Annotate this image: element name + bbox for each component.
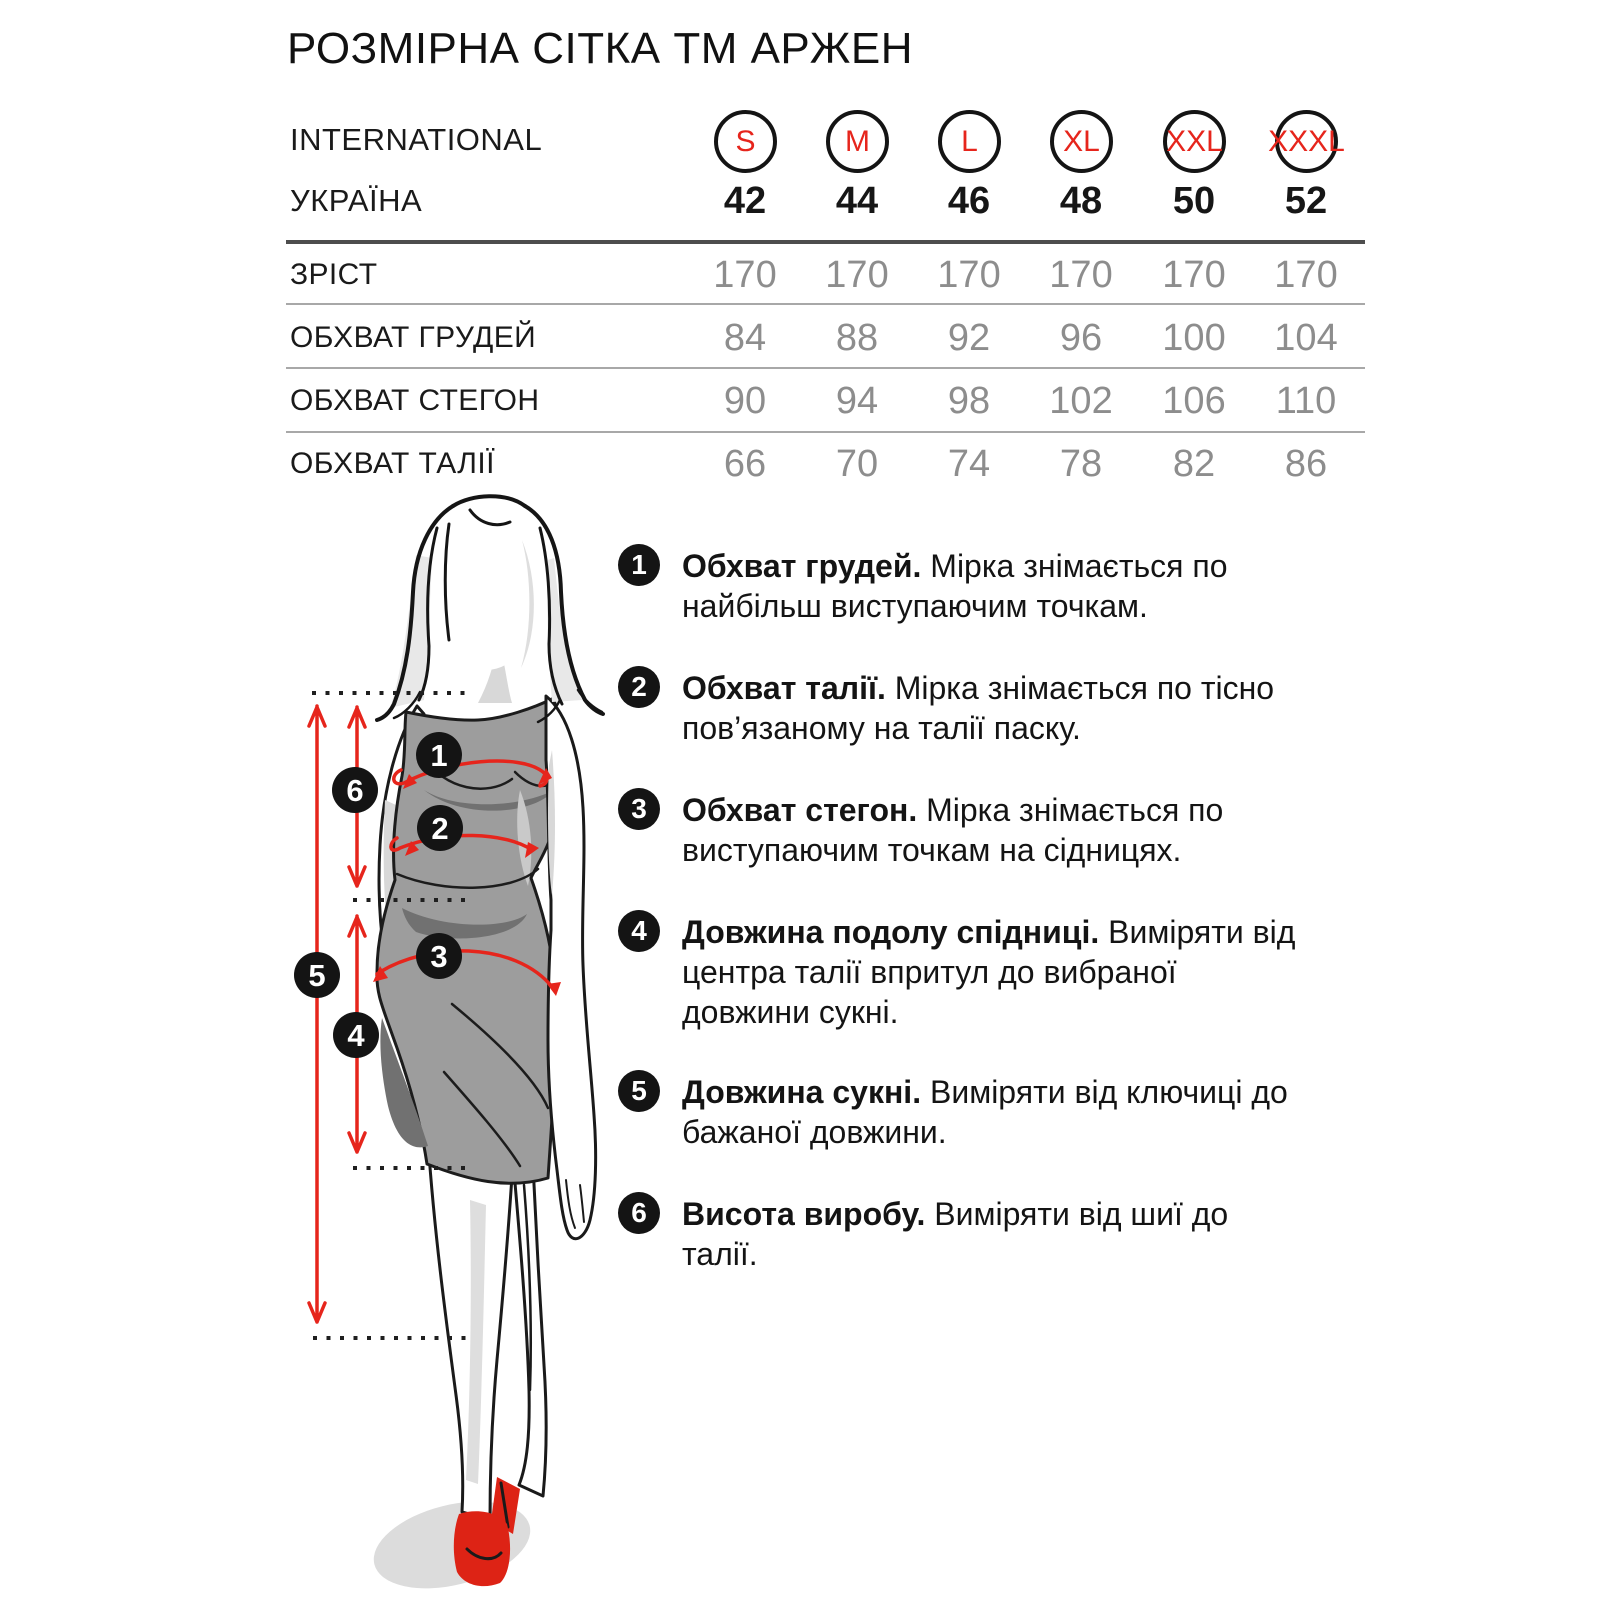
- instruction-number-badge: 3: [618, 788, 660, 830]
- table-cell: 74: [947, 443, 991, 485]
- page-title: РОЗМІРНА СІТКА ТМ АРЖЕН: [287, 24, 914, 73]
- row-label-hips: ОБХВАТ СТЕГОН: [290, 384, 540, 417]
- instruction-text: Довжина сукні. Виміряти від ключиці до бажаної довжини.: [682, 1074, 1288, 1150]
- instruction-number-badge: 6: [618, 1192, 660, 1234]
- table-cell: 92: [947, 317, 991, 359]
- instruction-text: Обхват стегон. Мірка знімається по виступаючим точкам на сідницях.: [682, 792, 1224, 868]
- table-cell: 104: [1274, 317, 1338, 359]
- head: [377, 496, 603, 722]
- size-badge-s: S: [714, 110, 777, 173]
- instruction-text: Довжина подолу спідниці. Виміряти від центра талії впритул до вибраної довжини сукні.: [682, 914, 1296, 1030]
- instruction-item-3: [618, 790, 1358, 870]
- instruction-number-badge: 1: [618, 544, 660, 586]
- table-cell: 94: [835, 380, 879, 422]
- ukraine-size: 48: [1059, 180, 1103, 222]
- table-cell: 170: [1049, 254, 1113, 296]
- table-cell: 170: [1274, 254, 1338, 296]
- table-cell: 102: [1049, 380, 1113, 422]
- ukraine-size: 44: [835, 180, 879, 222]
- figure-badge-2: 2: [431, 811, 449, 846]
- instruction-text: Обхват грудей. Мірка знімається по найбільш виступаючим точкам.: [682, 548, 1228, 624]
- table-cell: 90: [723, 380, 767, 422]
- ukraine-size: 46: [947, 180, 991, 222]
- international-label: INTERNATIONAL: [290, 122, 543, 157]
- table-cell: 96: [1059, 317, 1103, 359]
- instruction-number-badge: 2: [618, 666, 660, 708]
- figure-badge-3: 3: [430, 939, 448, 974]
- woman-figure-illustration: [270, 485, 640, 1600]
- table-cell: 82: [1172, 443, 1216, 485]
- instruction-text: Висота виробу. Виміряти від шиї до талії.: [682, 1196, 1229, 1272]
- instruction-item-6: [618, 1194, 1358, 1274]
- instruction-item-5: [618, 1072, 1358, 1152]
- right-arm: [546, 696, 596, 1239]
- size-badge-l: L: [938, 110, 1001, 173]
- ukraine-label: УКРАЇНА: [290, 183, 423, 218]
- measure-line-5: [309, 706, 325, 1322]
- row-label-chest: ОБХВАТ ГРУДЕЙ: [290, 321, 537, 354]
- table-cell: 170: [1162, 254, 1226, 296]
- instruction-item-2: [618, 668, 1358, 748]
- row-label-waist: ОБХВАТ ТАЛІЇ: [290, 447, 495, 480]
- size-badge-xxl: XXL: [1163, 110, 1226, 173]
- instruction-number-badge: 4: [618, 910, 660, 952]
- size-badge-xl: XL: [1050, 110, 1113, 173]
- ukraine-size: 50: [1172, 180, 1216, 222]
- instruction-number-badge: 5: [618, 1070, 660, 1112]
- table-cell: 170: [937, 254, 1001, 296]
- ukraine-size: 42: [723, 180, 767, 222]
- figure-badge-6: 6: [346, 773, 364, 808]
- table-cell: 88: [835, 317, 879, 359]
- dress: [377, 698, 566, 1183]
- table-cell: 66: [723, 443, 767, 485]
- instruction-text: Обхват талії. Мірка знімається по тісно пов’язаному на талії паску.: [682, 670, 1275, 746]
- table-cell: 170: [825, 254, 889, 296]
- legs: [428, 1140, 546, 1520]
- table-cell: 98: [947, 380, 991, 422]
- table-cell: 78: [1059, 443, 1103, 485]
- figure-badge-1: 1: [430, 738, 448, 773]
- size-badge-m: M: [826, 110, 889, 173]
- table-cell: 106: [1162, 380, 1226, 422]
- instruction-item-1: [618, 546, 1358, 626]
- table-cell: 70: [835, 443, 879, 485]
- row-label-height: ЗРІСТ: [290, 258, 378, 291]
- figure-badge-5: 5: [308, 958, 326, 993]
- ukraine-size: 52: [1284, 180, 1328, 222]
- table-cell: 84: [723, 317, 767, 359]
- figure-badge-4: 4: [347, 1018, 365, 1053]
- table-cell: 86: [1284, 443, 1328, 485]
- size-badge-xxxl: XXXL: [1275, 110, 1338, 173]
- table-cell: 110: [1275, 380, 1337, 422]
- table-cell: 170: [713, 254, 777, 296]
- instruction-item-4: [618, 912, 1358, 1032]
- table-cell: 100: [1162, 317, 1226, 359]
- measurement-figure: [270, 485, 640, 1600]
